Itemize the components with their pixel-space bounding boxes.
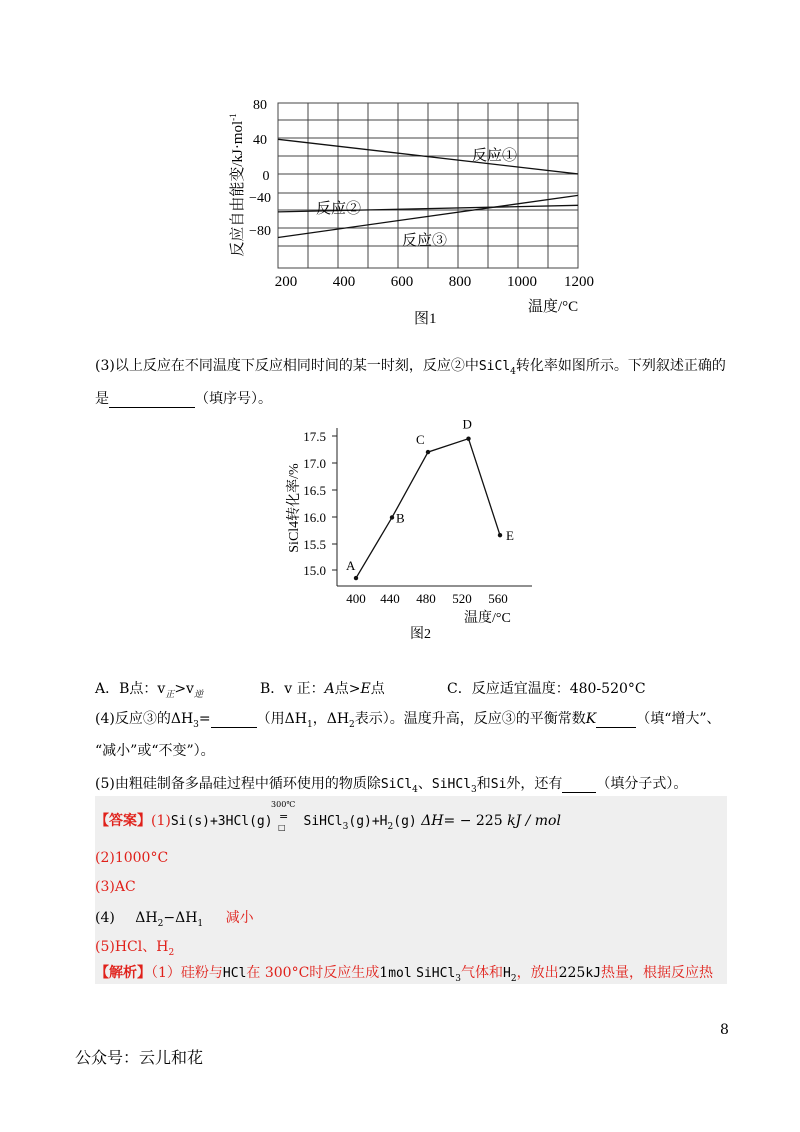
answer-line-4: (4) $\Delta H_2-\Delta H_1$ 减小 — [95, 910, 254, 929]
fig1-ytick: −40 — [249, 191, 271, 206]
q3-line2: 是 （填序号）。 — [95, 391, 272, 407]
fig2-ylabel: SiCl4转化率/% — [287, 463, 302, 553]
fig1-label-reaction3: 反应③ — [402, 233, 448, 249]
fig1-xtick: 1200 — [564, 274, 594, 290]
fig2-ytick: 17.5 — [303, 429, 326, 444]
page-number: 8 — [720, 1022, 729, 1038]
fig1-ytick: 40 — [253, 133, 267, 148]
fig2-point-label-E: E — [506, 528, 514, 544]
analysis-line: 【解析】（1）硅粉与HCl在 300°C时反应生成1mol SiHCl$_3$气体和$H_2$，放出225kJ热量，根据反应热 — [95, 965, 713, 984]
fig2-xtick: 560 — [488, 591, 508, 606]
fig1-caption: 图1 — [414, 311, 437, 327]
fig1-label-reaction2: 反应② — [316, 201, 362, 217]
fig2-caption: 图2 — [410, 627, 431, 642]
fig2-xtick: 480 — [416, 591, 436, 606]
fig2-point-label-B: B — [396, 510, 405, 526]
fig1-xtick: 800 — [448, 274, 472, 290]
option-b[interactable]: B．v 正：A点>E点 — [260, 681, 385, 697]
figure-2 — [282, 418, 552, 648]
q4-line2: “减小”或“不变”）。 — [95, 743, 215, 759]
figure-1 — [220, 85, 620, 330]
fig2-point-label-A: A — [346, 558, 356, 574]
fig2-xlabel: 温度/°C — [464, 611, 511, 626]
fig2-ytick: 15.0 — [303, 563, 326, 578]
fig2-series-line — [356, 439, 500, 578]
answer-blank[interactable] — [596, 711, 636, 728]
fig1-label-reaction1: 反应① — [472, 148, 518, 164]
reaction-condition: 300℃ = □ — [271, 800, 296, 832]
fig2-ytick: 15.5 — [303, 537, 326, 552]
option-c[interactable]: C．反应适宜温度：480-520°C — [447, 681, 646, 697]
fig2-point-A — [354, 576, 358, 580]
answer-blank[interactable] — [109, 391, 195, 408]
answer-line-3: (3)AC — [95, 879, 136, 895]
q4-line1: (4)反应③的$\Delta H_3=$ （用$\Delta H_1$，$\Delta H_2$表示）。温度升高，反应③的平衡常数K （填“增大”、 — [95, 711, 721, 730]
answer-line-2: (2)1000°C — [95, 850, 169, 866]
fig1-xtick: 600 — [390, 274, 414, 290]
fig2-xtick: 400 — [346, 591, 366, 606]
q3-line1: (3)以上反应在不同温度下反应相同时间的某一时刻，反应②中SiCl$_4$转化率如图所示。下列叙述正确的 — [95, 358, 726, 377]
answer-line-5: (5)HCl、$H_2$ — [95, 939, 175, 958]
fig2-point-label-D: D — [462, 418, 472, 432]
fig2-xtick: 440 — [380, 591, 400, 606]
options-row — [95, 678, 646, 700]
fig2-ytick: 16.0 — [303, 510, 326, 525]
fig1-xtick: 1000 — [507, 274, 537, 290]
q5-line: (5)由粗硅制备多晶硅过程中循环使用的物质除SiCl$_4$、SiHCl$_3$和Si外，还有 （填分子式）。 — [95, 776, 688, 795]
answer-blank[interactable] — [211, 711, 257, 728]
fig1-ytick: −80 — [249, 224, 271, 239]
fig1-ytick: 80 — [253, 98, 267, 113]
answer-blank[interactable] — [562, 776, 596, 793]
footer-text: 公众号：云儿和花 — [75, 1048, 204, 1067]
fig2-point-B — [390, 515, 394, 519]
fig1-ytick: 0 — [262, 169, 270, 184]
fig2-ytick: 17.0 — [303, 456, 326, 471]
fig2-point-label-C: C — [416, 432, 425, 448]
fig2-point-D — [466, 436, 470, 440]
fig2-point-C — [426, 450, 430, 454]
fig1-xtick: 200 — [274, 274, 298, 290]
fig2-axes — [332, 428, 532, 586]
fig1-xtick: 400 — [332, 274, 356, 290]
option-a[interactable]: A．B点：$v_正>v_逆$ — [95, 681, 203, 700]
fig2-xtick: 520 — [452, 591, 472, 606]
answer-line-1: 【答案】(1)Si(s)+3HCl(g) 300℃ = □ $SiHCl_3(g)+H_2(g) \Delta H= - 225$ kJ / mol — [95, 800, 561, 832]
fig1-ylabel: 反应自由能变/kJ·mol$^{-1}$ — [228, 113, 246, 257]
fig2-ytick: 16.5 — [303, 483, 326, 498]
fig2-point-E — [498, 533, 502, 537]
fig1-xlabel: 温度/°C — [528, 299, 579, 315]
